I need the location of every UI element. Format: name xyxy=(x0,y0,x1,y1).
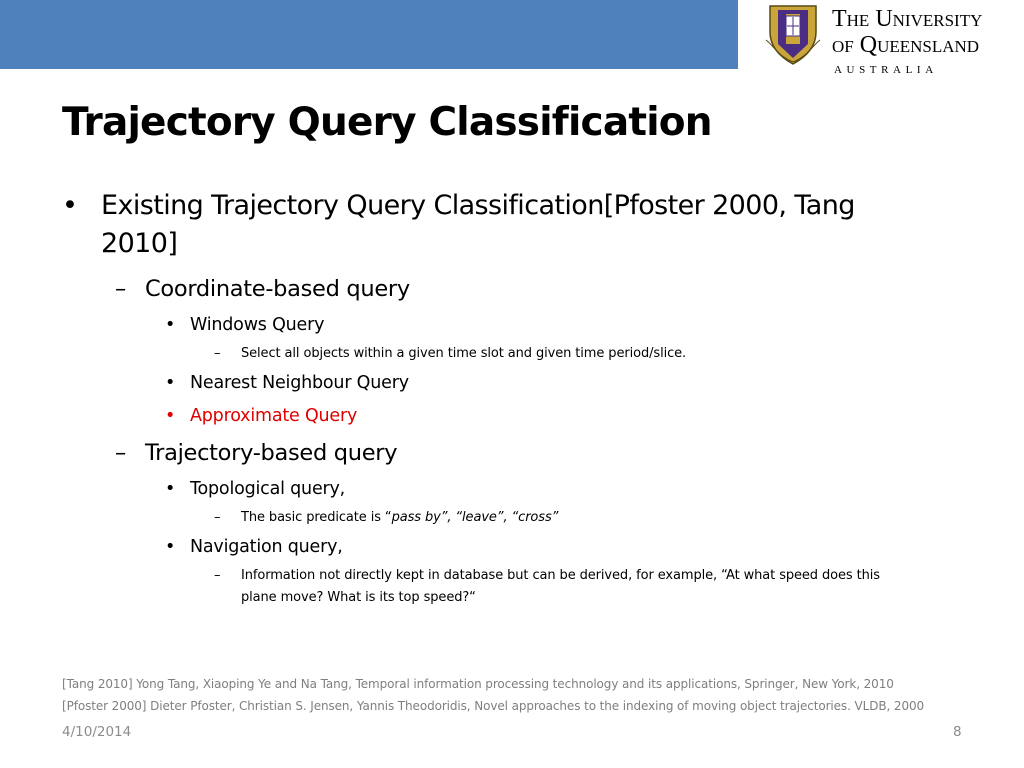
windows-query: Windows Query xyxy=(190,315,325,335)
references xyxy=(62,673,924,717)
bullet-icon: • xyxy=(165,537,176,557)
navigation-desc-line1: Information not directly kept in database but can be derived, for example, “At what speed does this xyxy=(241,568,880,583)
navigation-desc-line2: plane move? What is its top speed?“ xyxy=(241,590,476,605)
university-country: AUSTRALIA xyxy=(834,64,938,76)
university-name-line1: The University xyxy=(832,6,983,32)
nearest-neighbour-query: Nearest Neighbour Query xyxy=(190,373,409,393)
navigation-query: Navigation query, xyxy=(190,537,343,557)
dash-icon: – xyxy=(115,276,126,302)
footer-date: 4/10/2014 xyxy=(62,724,132,740)
windows-query-description: Select all objects within a given time slot and given time period/slice. xyxy=(241,346,687,361)
dash-icon: – xyxy=(214,568,221,583)
bullet-existing-classification xyxy=(101,187,855,263)
bullet-icon: • xyxy=(165,406,176,426)
dash-icon: – xyxy=(214,346,221,361)
footer-page-number: 8 xyxy=(953,724,962,740)
predicate-prefix: The basic predicate is “ xyxy=(241,510,392,525)
approximate-query: Approximate Query xyxy=(190,406,358,426)
predicate-values: pass by”, “leave”, “cross” xyxy=(391,510,559,525)
reference-pfoster-2000: [Pfoster 2000] Dieter Pfoster, Christian S. Jensen, Yannis Theodoridis, Novel approaches to the indexing of moving object trajectories. VLDB, 2000 xyxy=(62,699,925,713)
topological-predicate xyxy=(241,507,558,529)
university-name-line2: of Queensland xyxy=(832,32,980,58)
topological-query: Topological query, xyxy=(190,479,346,499)
navigation-query-description xyxy=(241,565,880,609)
slide-title: Trajectory Query Classification xyxy=(62,100,712,145)
dash-icon: – xyxy=(115,440,126,466)
bullet-icon: • xyxy=(165,373,176,393)
reference-tang-2010: [Tang 2010] Yong Tang, Xiaoping Ye and Na Tang, Temporal information processing technology and its applications, Springer, New York, 2010 xyxy=(62,677,894,691)
bullet-existing-line1: Existing Trajectory Query Classification[Pfoster 2000, Tang xyxy=(101,190,855,221)
bullet-icon: • xyxy=(165,315,176,335)
bullet-icon: • xyxy=(62,190,78,221)
dash-icon: – xyxy=(214,510,221,525)
trajectory-based-query: Trajectory-based query xyxy=(145,440,398,466)
coordinate-based-query: Coordinate-based query xyxy=(145,276,410,302)
bullet-existing-line2: 2010] xyxy=(101,228,178,259)
bullet-icon: • xyxy=(165,479,176,499)
